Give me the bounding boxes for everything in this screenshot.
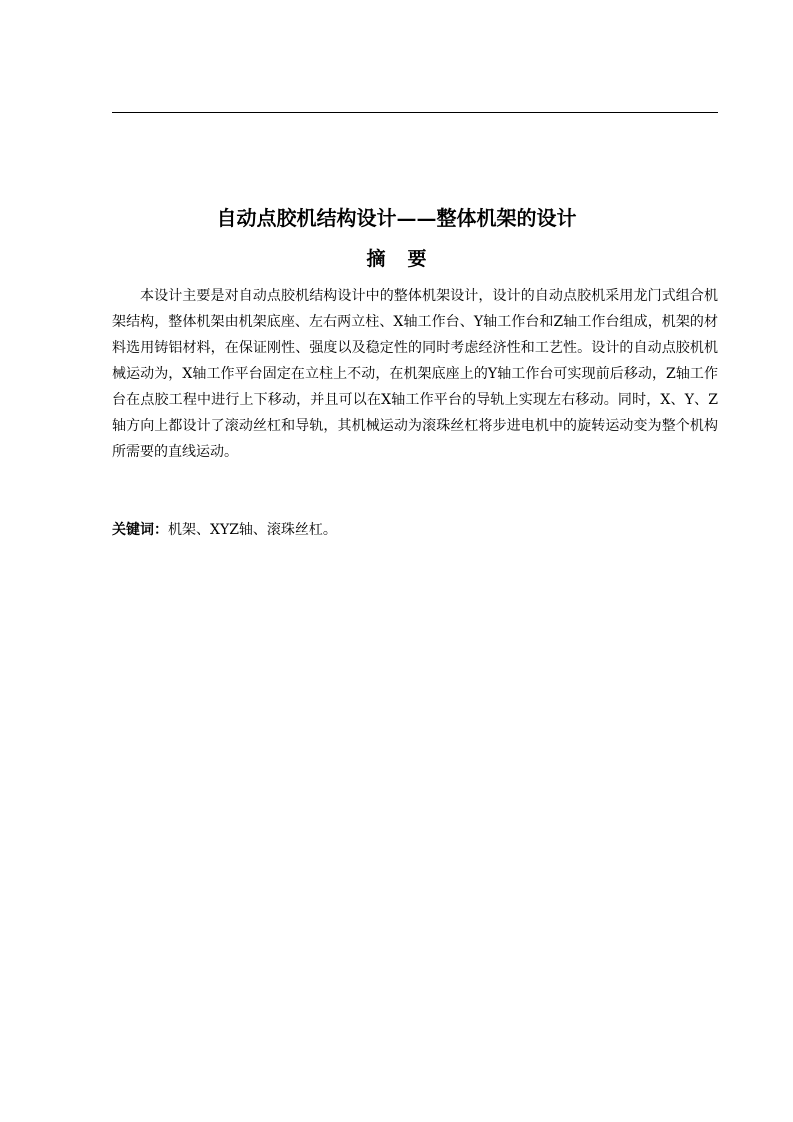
keywords-label: 关键词：	[112, 522, 168, 538]
keywords-line	[112, 517, 718, 543]
keywords-value: 机架、XYZ轴、滚珠丝杠。	[168, 522, 337, 538]
abstract-heading: 摘要	[366, 248, 449, 270]
header-rule	[112, 112, 718, 113]
abstract-body: 本设计主要是对自动点胶机结构设计中的整体机架设计，设计的自动点胶机采用龙门式组合机架结构，整体机架由机架底座、左右两立柱、X轴工作台、Y轴工作台和Z轴工作台组成，机架的材料选用铸铝材料，在保证刚性、强度以及稳定性的同时考虑经济性和工艺性。设计的自动点胶机机械运动为，X轴工作平台固定在立柱上不动，在机架底座上的Y轴工作台可实现前后移动，Z轴工作台在点胶工程中进行上下移动，并且可以在X轴工作平台的导轨上实现左右移动。同时，X、Y、Z轴方向上都设计了滚动丝杠和导轨，其机械运动为滚珠丝杠将步进电机中的旋转运动变为整个机构所需要的直线运动。	[112, 288, 718, 460]
document-title: 自动点胶机结构设计——整体机架的设计	[216, 206, 577, 230]
